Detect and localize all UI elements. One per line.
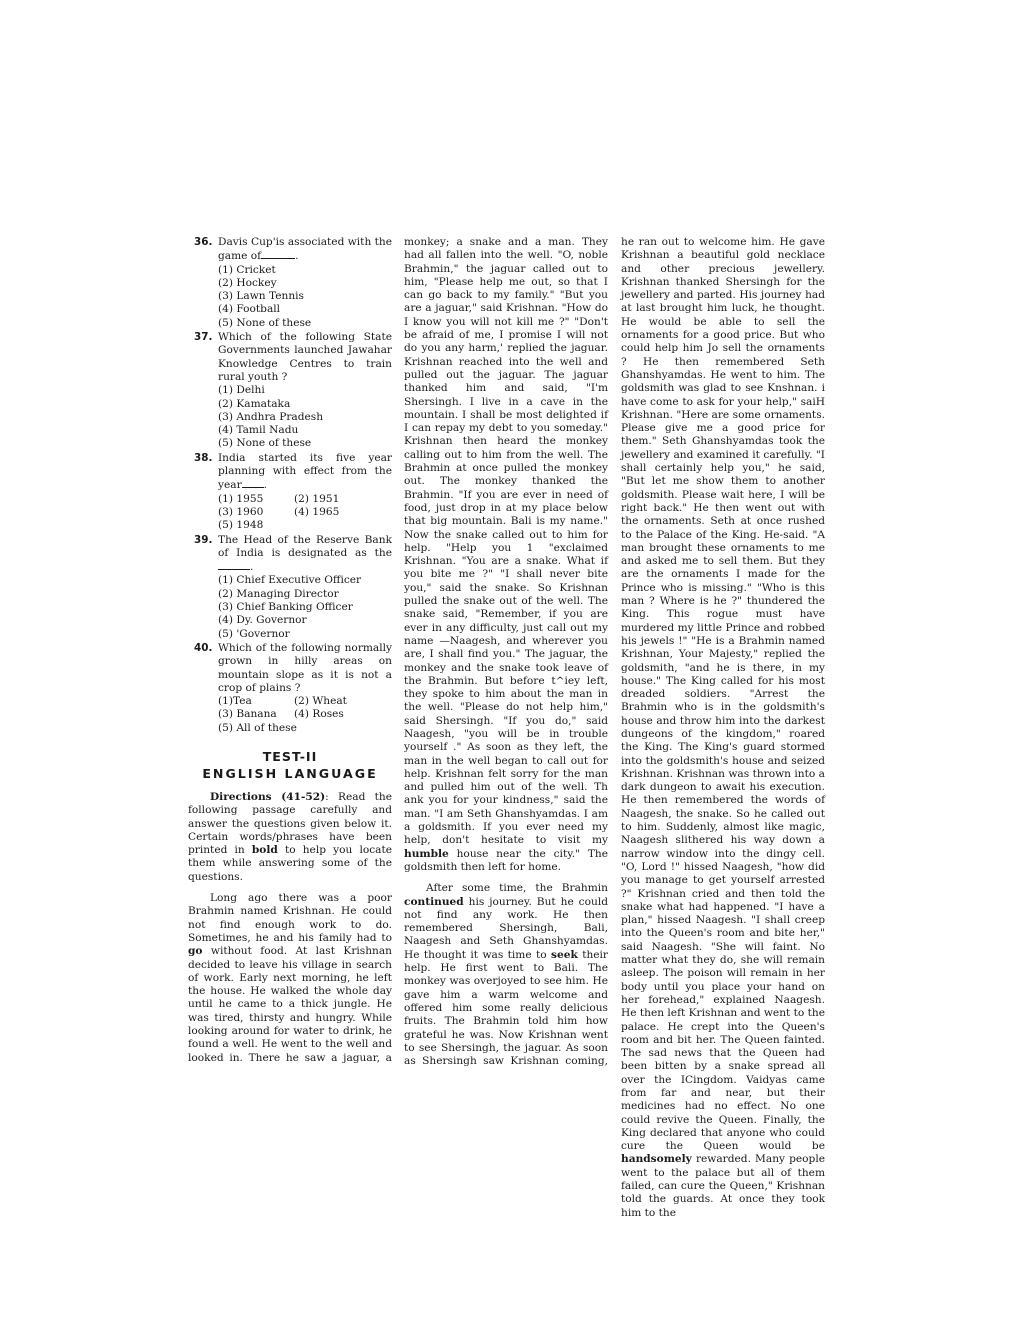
question-text: Davis Cup'is associated with the game of . — [218, 236, 392, 263]
bold-word: go — [188, 945, 203, 958]
question-text: India started its five year planning with effect from the year . — [218, 451, 392, 492]
option: (1) Chief Executive Officer — [218, 574, 362, 587]
option: (4) Dy. Governor — [218, 614, 307, 627]
passage-paragraph-2: After some time, the Brahmin continued his journey. But he could not find any work. He then remembered Shersingh, Bali, Naagesh and Seth Ghanshyamdas. He thought it was time to seek their help. He first went to Bali. The monkey was overjoyed to see him. He gave him a warm welcome and offered him some really delicious fruits. The Brahmin told him how grateful he was. Now Krishnan went to see Shersingh, the jaguar. As soon as Shersingh saw Krishnan coming, — [404, 882, 608, 1068]
option: (3) 1960 — [218, 505, 264, 518]
directions: Directions (41-52): Read the following passage carefully and answer the questions given below it. Certain words/phrases have been printed in bold to help you locate them while answering some of the questions. — [188, 790, 393, 883]
question-40 — [188, 642, 392, 735]
passage-paragraph-1: monkey; a snake and a man. They had all fallen into the well. "O, noble Brahmin," the jaguar called out to him, "Please help me out, so that I can go back to my family." "But you are a jaguar," said Krishnan. "How do I know you will not kill me ?" "Don't be afraid of me, I promise I will not do you any harm,' replied the jaguar. Krishnan reached into the well and pulled out the jaguar. The jaguar thanked him and said, "I'm Shersingh. I live in a cave in the mountain. I shall be most delighted if I can repay my debt to you someday." Krishnan then heard the monkey calling out to him from the well. The Brahmin at once pulled the monkey out. The monkey thanked the Brahmin. "If you are ever in need of food, just drop in at my place below that big mountain. Bali is my name." Now the snake called out to him for help. "Help you 1 "exclaimed Krishnan. "You are a snake. What if you bite me ?" "I shall never bite you," said the snake. So Krishnan pulled the snake out of the well. The snake said, "Remember, if you are ever in any difficulty, just call out my name —Naagesh, and wherever you are, I shall find you." The jaguar, the monkey and the snake took leave of the Brahmin. But before t^iey left, they spoke to him about the man in the well. "Please do not help him," said Shersingh. "If you do," said Naagesh, "you will be in trouble yourself ." As soon as they left, the man in the well began to call out for help. Krishnan felt sorry for the man and pulled him out of the well. Th ank you for your kindness," said the man. "I am Seth Ghanshyamdas. I am a goldsmith. If you ever need my help, don't hesitate to visit my humble house near the city." The goldsmith then left for home. — [404, 236, 608, 873]
option: (2) Wheat — [294, 695, 347, 708]
option: (1) Cricket — [218, 263, 276, 276]
option: (1)Tea — [218, 695, 252, 708]
option: (5) 1948 — [218, 519, 264, 532]
passage-paragraph-1: Long ago there was a poor Brahmin named Krishnan. He could not find enough work to do. Sometimes, he and his family had to go without food. At last Krishnan decided to leave his village in search of work. Early next morning, he left the house. He walked the whole day until he came to a thick jungle. He was tired, thirsty and hungry. While looking around for water to drink, he found a well. He went to the well and looked in. There he saw a jaguar, a — [188, 892, 392, 1064]
question-number: 40. — [194, 641, 213, 654]
section-title: TEST-II — [262, 748, 318, 764]
option: (1) Delhi — [218, 384, 265, 397]
section-subtitle: ENGLISH LANGUAGE — [202, 765, 378, 781]
directions-label: Directions (41-52) — [210, 790, 326, 803]
option: (5) All of these — [218, 721, 297, 734]
question-39 — [188, 534, 392, 641]
question-text: Which of the following State Governments launched Jawahar Knowledge Centres to train rural youth ? — [218, 331, 392, 383]
option: (2) Kamataka — [218, 397, 291, 410]
option: (3) Lawn Tennis — [218, 290, 304, 303]
bold-word: seek — [551, 948, 578, 961]
option: (3) Banana — [218, 708, 277, 721]
option: (2) 1951 — [294, 492, 340, 505]
column-right — [621, 236, 825, 1220]
option: (4) Roses — [294, 708, 344, 721]
bold-word: humble — [404, 847, 449, 860]
question-text: The Head of the Reserve Bank of India is designated as the. — [218, 533, 392, 574]
column-middle — [404, 236, 608, 1068]
option: (5) None of these — [218, 437, 312, 450]
answer-blank — [261, 249, 295, 259]
option: (5) None of these — [218, 316, 312, 329]
option: (4) Tamil Nadu — [218, 424, 299, 437]
option: (4) Football — [218, 303, 281, 316]
question-number: 37. — [194, 331, 213, 344]
option: (4) 1965 — [294, 505, 340, 518]
answer-blank — [218, 560, 250, 570]
bold-word: handsomely — [621, 1153, 692, 1166]
bold-word: continued — [404, 895, 464, 908]
option-row — [218, 506, 392, 519]
option: (1) 1955 — [218, 492, 264, 505]
question-38 — [188, 452, 392, 533]
question-number: 36. — [194, 236, 213, 248]
option: (2) Managing Director — [218, 587, 339, 600]
column-left — [188, 236, 392, 1065]
option-row — [218, 493, 392, 506]
option: (5) 'Governor — [218, 627, 290, 640]
question-number: 39. — [194, 533, 213, 546]
question-37 — [188, 331, 392, 451]
answer-blank — [242, 478, 264, 488]
question-36 — [188, 236, 392, 330]
option: (3) Chief Banking Officer — [218, 601, 353, 614]
question-text: Which of the following normally grown in hilly areas on mountain slope as it is not a crop of plains ? — [218, 641, 392, 694]
passage-paragraph-2: he ran out to welcome him. He gave Krishnan a beautiful gold necklace and other precious jewellery. Krishnan thanked Shersingh for the jewellery and parted. His journey had at last brought him luck, he thought. He would be able to sell the ornaments for a good price. But who could help him Jo sell the ornaments ? He then remembered Seth Ghanshyamdas. He went to him. The goldsmith was glad to see Knshnan. i have come to ask for your help," saiH Krishnan. "Here are some ornaments. Please give me a good price for them." Seth Ghanshyamdas took the jewellery and examined it carefully. "I shall certainly help you," he said, "But let me show them to another goldsmith. Please wait here, I will be right back." He then went out with the ornaments. Seth at once rushed to the Palace of the King. He-said. "A man brought these ornaments to me and asked me to sell them. But they are the ornaments I made for the Prince who is missing." "Who is this man ? Where is he ?" thundered the King. This rogue must have murdered my little Prince and robbed his jewels !" "He is a Brahmin named Krishnan, Your Majesty," replied the goldsmith, "and he is there, in my house." The King called for his most dreaded soldiers. "Arrest the Brahmin who is in the goldsmith's house and throw him into the darkest dungeons of the kingdom," roared the King. The King's guard stormed into the goldsmith's house and seized Krishnan. Krishnan was thrown into a dark dungeon to await his execution. He then remembered the words of Naagesh, the snake. So he called out to him. Suddenly, almost like magic, Naagesh slithered his way down a narrow window into the dingy cell. "O, Lord !" hissed Naagesh, "how did you manage to get yourself arrested ?" Krishnan cried and then told the snake what had happened. "I have a plan," hissed Naagesh. "I shall creep into the Queen's room and bite her," said Naagesh. "She will faint. No matter what they do, she will remain asleep. The poison will remain in her body until you place your hand on her forehead," explained Naagesh. He then left Krishnan and went to the palace. He crept into the Queen's room and bit her. The Queen fainted. The sad news that the Queen had been bitten by a snake spread all over the ICingdom. Vaidyas came from far and near, but their medicines had no effect. No one could revive the Queen. Finally, the King declared that anyone who could cure the Queen would be handsomely rewarded. Many people went to the palace but all of them failed, can cure the Queen," Krishnan told the guards. At once they took him to the — [621, 236, 825, 1219]
option: (3) Andhra Pradesh — [218, 410, 324, 423]
option-row — [218, 708, 392, 721]
option: (2) Hockey — [218, 276, 277, 289]
option-row — [218, 695, 392, 708]
question-number: 38. — [194, 451, 213, 464]
